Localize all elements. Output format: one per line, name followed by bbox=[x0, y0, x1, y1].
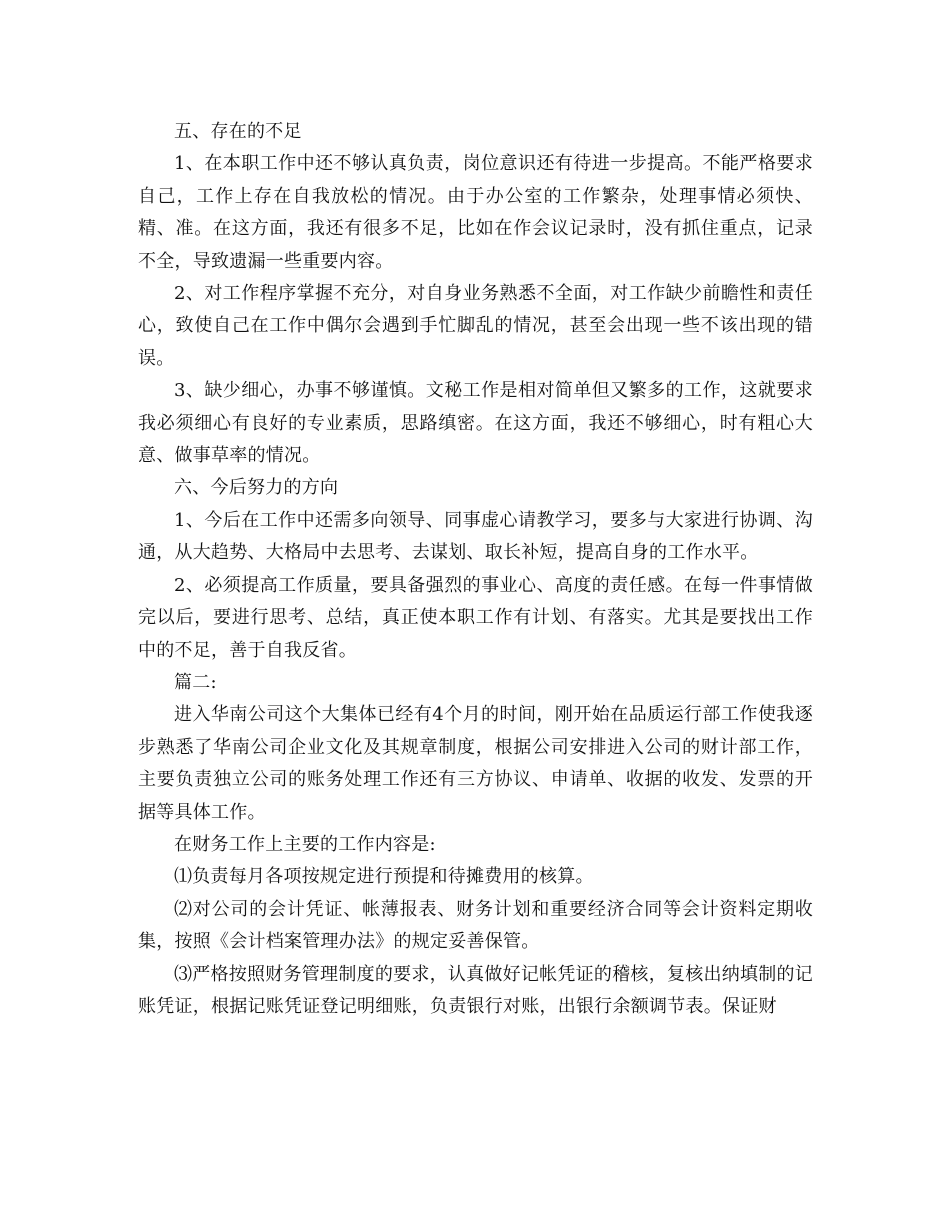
section-heading-shortcomings: 五、存在的不足 bbox=[174, 121, 302, 142]
paragraph: 1、今后在工作中还需多向领导、同事虚心请教学习，要多与大家进行协调、沟通，从大趋势、大格局中去思考、去谋划、取长补短，提高自身的工作水平。 bbox=[138, 509, 813, 564]
paragraph: 2、对工作程序掌握不充分，对自身业务熟悉不全面，对工作缺少前瞻性和责任心，致使自己在工作中偶尔会遇到手忙脚乱的情况，甚至会出现一些不该出现的错误。 bbox=[138, 283, 813, 369]
section-heading-part-two: 篇二: bbox=[174, 671, 217, 693]
paragraph: 在财务工作上主要的工作内容是: bbox=[174, 833, 436, 855]
list-item: ⑴负责每月各项按规定进行预提和待摊费用的核算。 bbox=[174, 866, 594, 888]
list-item: ⑵对公司的会计凭证、帐薄报表、财务计划和重要经济合同等会计资料定期收集，按照《会计档案管理办法》的规定妥善保管。 bbox=[138, 898, 813, 953]
section-heading-future-direction: 六、今后努力的方向 bbox=[174, 477, 339, 499]
paragraph: 3、缺少细心，办事不够谨慎。文秘工作是相对简单但又繁多的工作，这就要求我必须细心有良好的专业素质，思路缜密。在这方面，我还不够细心，时有粗心大意、做事草率的情况。 bbox=[138, 380, 813, 467]
paragraph: 进入华南公司这个大集体已经有4个月的时间，刚开始在品质运行部工作使我逐步熟悉了华南公司企业文化及其规章制度，根据公司安排进入公司的财计部工作，主要负责独立公司的账务处理工作还有三方协议、申请单、收据的收发、发票的开据等具体工作。 bbox=[138, 704, 813, 823]
paragraph: 1、在本职工作中还不够认真负责，岗位意识还有待进一步提高。不能严格要求自己，工作上存在自我放松的情况。由于办公室的工作繁杂，处理事情必须快、精、准。在这方面，我还有很多不足，比如在作会议记录时，没有抓住重点，记录不全，导致遗漏一些重要内容。 bbox=[138, 153, 813, 272]
document-body bbox=[138, 116, 813, 1023]
paragraph: 2、必须提高工作质量，要具备强烈的事业心、高度的责任感。在每一件事情做完以后，要进行思考、总结，真正使本职工作有计划、有落实。尤其是要找出工作中的不足，善于自我反省。 bbox=[138, 574, 813, 661]
list-item: ⑶严格按照财务管理制度的要求，认真做好记帐凭证的稽核，复核出纳填制的记账凭证，根据记账凭证登记明细账，负责银行对账，出银行余额调节表。保证财 bbox=[138, 963, 813, 1017]
